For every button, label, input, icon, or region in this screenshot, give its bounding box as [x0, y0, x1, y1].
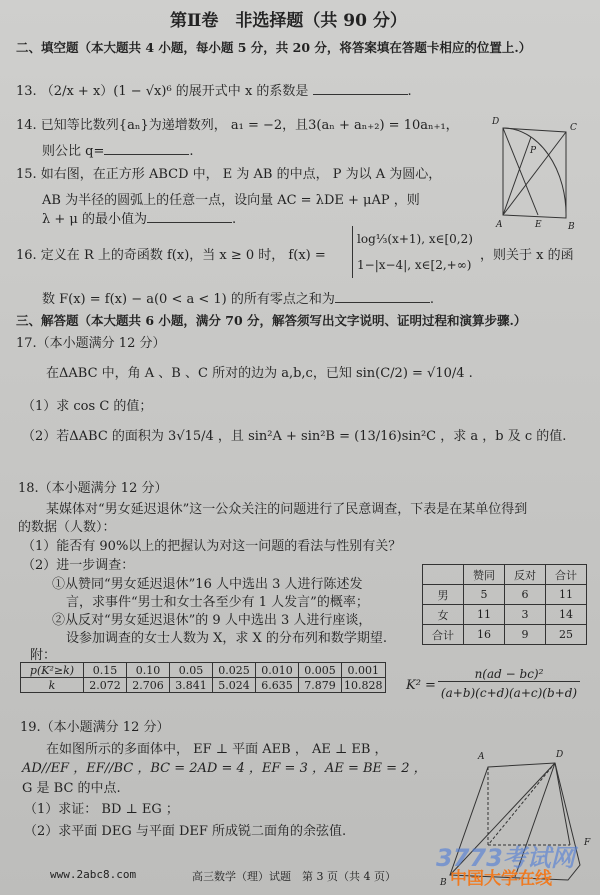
- cell: 男: [423, 585, 464, 605]
- q18-part2: （2）进一步调查：: [22, 558, 135, 573]
- cell: 2.706: [127, 678, 170, 693]
- cell: 10.828: [342, 678, 386, 693]
- label-C: C: [570, 123, 577, 133]
- cell: 3: [505, 605, 546, 625]
- q13-end: .: [407, 84, 412, 99]
- q19-body2: AD//EF ，EF//BC ，BC = 2AD = 4 ，EF = 3 ，AE = BE = 2 ，: [22, 761, 427, 776]
- q15-text: λ + μ 的最小值为: [42, 212, 147, 227]
- cell: 0.010: [256, 663, 299, 678]
- question-16-tail: ，则关于 x 的函: [480, 248, 574, 263]
- cell: 0.005: [299, 663, 342, 678]
- chi-square-table: [20, 662, 386, 693]
- cell: 0.15: [84, 663, 127, 678]
- table-row: [21, 663, 386, 678]
- q18-heading: 18.（本小题满分 12 分）: [18, 481, 168, 496]
- q16-text: 数 F(x) = f(x) − a(0 < a < 1) 的所有零点之和为: [42, 292, 335, 307]
- q18-body1: 某媒体对“男女延迟退休”这一公众关注的问题进行了民意调查，下表是在某单位得到: [46, 502, 528, 517]
- question-14-cont: [42, 140, 194, 159]
- q19-part2: （2）求平面 DEG 与平面 DEF 所成锐二面角的余弦值.: [24, 824, 347, 839]
- question-15-cont: AB 为半径的圆弧上的任意一点，设向量 AC = λDE + μAP ，则: [42, 193, 420, 208]
- label-B: B: [568, 222, 575, 232]
- case-1: log⅓(x+1), x∈[0,2): [357, 232, 473, 246]
- k2-formula-denominator: (a+b)(c+d)(a+c)(b+d): [440, 686, 578, 700]
- page-title: 第Ⅱ卷 非选择题（共 90 分）: [170, 11, 407, 31]
- piecewise-function: [352, 226, 473, 278]
- question-15: 15. 如右图，在正方形 ABCD 中， E 为 AB 的中点， P 为以 A 为圆心，: [16, 167, 442, 182]
- watermark-cuol: 中国大学在线: [450, 869, 552, 889]
- cell: 16: [464, 625, 505, 645]
- q19-body3: G 是 BC 的中点.: [22, 781, 121, 796]
- q18-body2: 的数据（人数）：: [18, 520, 116, 535]
- table-row: [423, 605, 587, 625]
- header-cell: [423, 565, 464, 585]
- header-cell: 赞同: [464, 565, 505, 585]
- survey-table: [422, 564, 587, 645]
- question-16-cont: [42, 288, 434, 307]
- q18-sub1a: ①从赞同“男女延迟退休”16 人中选出 3 人进行陈述发: [52, 577, 363, 592]
- cell: 7.879: [299, 678, 342, 693]
- cell: 6.635: [256, 678, 299, 693]
- answer-blank: [313, 82, 408, 95]
- answer-blank: [104, 142, 189, 155]
- answer-blank: [147, 210, 232, 223]
- cell: 6: [505, 585, 546, 605]
- cell: 合计: [423, 625, 464, 645]
- cell: 9: [505, 625, 546, 645]
- table-row: [423, 585, 587, 605]
- q16-end: .: [429, 292, 435, 307]
- q17-body: 在ΔABC 中，角 A 、B 、C 所对的边为 a,b,c，已知 sin(C/2) = √10/4 .: [46, 366, 473, 381]
- cell: 25: [546, 625, 587, 645]
- k2-formula-numerator: n(ad − bc)²: [438, 667, 580, 682]
- table-row: [21, 678, 386, 693]
- q18-sub2a: ②从反对“男女延迟退休”的 9 人中选出 3 人进行座谈，: [52, 613, 372, 628]
- cell: k: [21, 678, 84, 693]
- label-D: D: [556, 750, 564, 760]
- cell: 5.024: [213, 678, 256, 693]
- cell: 11: [546, 585, 587, 605]
- q17-heading: 17.（本小题满分 12 分）: [16, 336, 166, 351]
- q18-appendix: 附：: [30, 648, 57, 663]
- question-16: 16. 定义在 R 上的奇函数 f(x)，当 x ≥ 0 时， f(x) =: [16, 248, 326, 263]
- label-P: P: [530, 146, 537, 156]
- cell: p(K²≥k): [21, 663, 84, 678]
- cell: 0.001: [342, 663, 386, 678]
- q17-part2: （2）若ΔABC 的面积为 3√15/4 ，且 sin²A + sin²B = (13/16)sin²C ，求 a ，b 及 c 的值.: [22, 429, 567, 444]
- q19-body1: 在如图所示的多面体中， EF ⊥ 平面 AEB ， AE ⊥ EB ，: [46, 742, 388, 757]
- cell: 0.10: [127, 663, 170, 678]
- cell: 0.05: [170, 663, 213, 678]
- case-2: 1−|x−4|, x∈[2,+∞): [357, 258, 472, 272]
- header-cell: 合计: [546, 565, 587, 585]
- q13-text: 13. （2/x + x）(1 − √x)⁶ 的展开式中 x 的系数是: [16, 84, 309, 99]
- q19-part1: （1）求证： BD ⊥ EG ；: [24, 802, 179, 817]
- question-15-cont2: [42, 208, 236, 227]
- square-abcd-figure: [488, 100, 588, 232]
- cell: 5: [464, 585, 505, 605]
- label-D: D: [492, 117, 500, 127]
- q15-end: .: [231, 212, 237, 227]
- label-B: B: [440, 878, 447, 888]
- q14-end: .: [189, 144, 194, 159]
- label-F: F: [584, 838, 591, 848]
- label-A: A: [478, 752, 485, 762]
- label-A: A: [496, 220, 503, 230]
- table-header-row: [423, 565, 587, 585]
- cell: 3.841: [170, 678, 213, 693]
- header-cell: 反对: [505, 565, 546, 585]
- cell: 14: [546, 605, 587, 625]
- cell: 女: [423, 605, 464, 625]
- question-14: 14. 已知等比数列{aₙ}为递增数列， a₁ = −2，且3(aₙ + aₙ₊₂) = 10aₙ₊₁，: [16, 118, 459, 133]
- question-13: [16, 80, 412, 99]
- cell: 0.025: [213, 663, 256, 678]
- table-row: [423, 625, 587, 645]
- k2-formula-lhs: K² =: [406, 678, 436, 693]
- label-E: E: [535, 220, 542, 230]
- q19-heading: 19.（本小题满分 12 分）: [20, 720, 170, 735]
- q18-sub2b: 设参加调查的女士人数为 X，求 X 的分布列和数学期望.: [66, 631, 388, 646]
- watermark-3773: 3773考试网: [436, 844, 575, 872]
- section-fill-blank-heading: 二、填空题（本大题共 4 小题，每小题 5 分，共 20 分，将答案填在答题卡相应的位置上.）: [16, 40, 532, 55]
- q18-sub1b: 言，求事件“男士和女士各至少有 1 人发言”的概率；: [66, 595, 369, 610]
- footer-url: www.2abc8.com: [50, 868, 137, 881]
- q17-part1: （1）求 cos C 的值；: [22, 399, 153, 414]
- section-solution-heading: 三、解答题（本大题共 6 小题，满分 70 分，解答须写出文字说明、证明过程和演算步骤.）: [16, 313, 527, 328]
- cell: 2.072: [84, 678, 127, 693]
- cell: 11: [464, 605, 505, 625]
- answer-blank: [335, 290, 430, 303]
- q14-text: 则公比 q=: [42, 144, 105, 159]
- footer-page-number: 高三数学（理）试题 第 3 页（共 4 页）: [192, 870, 396, 883]
- q18-part1: （1）能否有 90%以上的把握认为对这一问题的看法与性别有关？: [22, 539, 402, 554]
